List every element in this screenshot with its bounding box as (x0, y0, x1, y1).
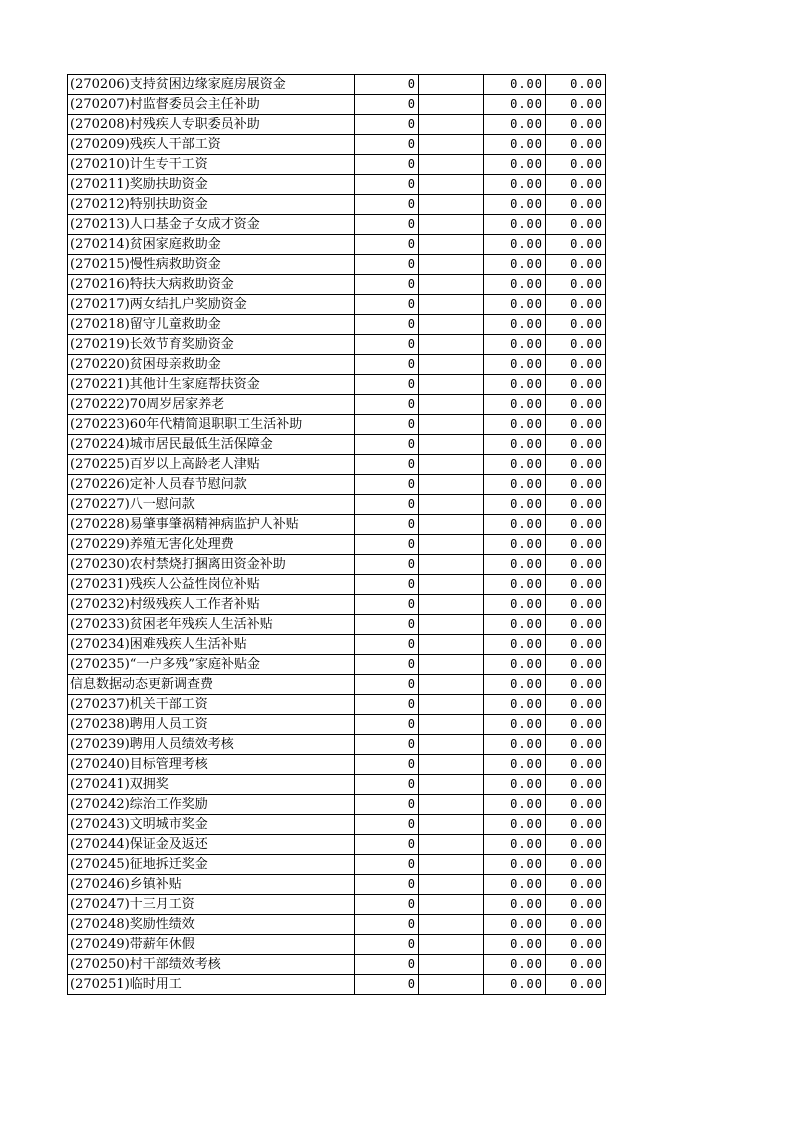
value-cell-1: 0 (355, 475, 419, 495)
table-row (68, 495, 606, 515)
value-cell-2 (419, 375, 484, 395)
value-cell-1: 0 (355, 615, 419, 635)
value-cell-2 (419, 275, 484, 295)
item-name-cell: (270220)贫困母亲救助金 (68, 355, 355, 375)
table-row (68, 775, 606, 795)
table-row (68, 215, 606, 235)
value-cell-4: 0.00 (546, 395, 606, 415)
table-row (68, 975, 606, 995)
value-cell-1: 0 (355, 575, 419, 595)
value-cell-4: 0.00 (546, 975, 606, 995)
value-cell-2 (419, 575, 484, 595)
value-cell-3: 0.00 (484, 515, 546, 535)
item-name-cell: (270228)易肇事肇祸精神病监护人补贴 (68, 515, 355, 535)
table-row (68, 275, 606, 295)
item-name-cell: (270223)60年代精简退职职工生活补助 (68, 415, 355, 435)
item-name-cell: (270219)长效节育奖励资金 (68, 335, 355, 355)
table-row (68, 695, 606, 715)
value-cell-4: 0.00 (546, 935, 606, 955)
item-name-cell: (270246)乡镇补贴 (68, 875, 355, 895)
table-row (68, 795, 606, 815)
item-name-cell: (270232)村级残疾人工作者补贴 (68, 595, 355, 615)
value-cell-3: 0.00 (484, 915, 546, 935)
value-cell-1: 0 (355, 455, 419, 475)
value-cell-4: 0.00 (546, 715, 606, 735)
value-cell-3: 0.00 (484, 275, 546, 295)
value-cell-1: 0 (355, 855, 419, 875)
value-cell-3: 0.00 (484, 415, 546, 435)
table-row (68, 855, 606, 875)
item-name-cell: (270207)村监督委员会主任补助 (68, 95, 355, 115)
table-row (68, 175, 606, 195)
value-cell-3: 0.00 (484, 295, 546, 315)
value-cell-4: 0.00 (546, 375, 606, 395)
item-name-cell: (270213)人口基金子女成才资金 (68, 215, 355, 235)
value-cell-3: 0.00 (484, 175, 546, 195)
value-cell-3: 0.00 (484, 695, 546, 715)
value-cell-3: 0.00 (484, 395, 546, 415)
value-cell-1: 0 (355, 355, 419, 375)
value-cell-4: 0.00 (546, 815, 606, 835)
budget-table (67, 74, 606, 995)
value-cell-1: 0 (355, 675, 419, 695)
table-row (68, 295, 606, 315)
value-cell-4: 0.00 (546, 655, 606, 675)
table-row (68, 535, 606, 555)
item-name-cell: (270229)养殖无害化处理费 (68, 535, 355, 555)
value-cell-1: 0 (355, 75, 419, 95)
value-cell-2 (419, 915, 484, 935)
value-cell-2 (419, 395, 484, 415)
item-name-cell: (270230)农村禁烧打捆离田资金补助 (68, 555, 355, 575)
table-row (68, 835, 606, 855)
value-cell-1: 0 (355, 895, 419, 915)
table-row (68, 375, 606, 395)
value-cell-4: 0.00 (546, 735, 606, 755)
value-cell-2 (419, 875, 484, 895)
item-name-cell: (270251)临时用工 (68, 975, 355, 995)
value-cell-2 (419, 135, 484, 155)
value-cell-2 (419, 815, 484, 835)
value-cell-1: 0 (355, 715, 419, 735)
table-row (68, 715, 606, 735)
value-cell-3: 0.00 (484, 955, 546, 975)
table-row (68, 935, 606, 955)
value-cell-2 (419, 335, 484, 355)
value-cell-1: 0 (355, 795, 419, 815)
item-name-cell: (270231)残疾人公益性岗位补贴 (68, 575, 355, 595)
value-cell-2 (419, 755, 484, 775)
table-row (68, 875, 606, 895)
value-cell-2 (419, 835, 484, 855)
value-cell-2 (419, 215, 484, 235)
table-row (68, 475, 606, 495)
item-name-cell: (270239)聘用人员绩效考核 (68, 735, 355, 755)
value-cell-2 (419, 155, 484, 175)
value-cell-4: 0.00 (546, 795, 606, 815)
value-cell-4: 0.00 (546, 135, 606, 155)
table-row (68, 455, 606, 475)
value-cell-1: 0 (355, 315, 419, 335)
value-cell-1: 0 (355, 535, 419, 555)
value-cell-2 (419, 935, 484, 955)
value-cell-4: 0.00 (546, 215, 606, 235)
value-cell-4: 0.00 (546, 575, 606, 595)
item-name-cell: (270227)八一慰问款 (68, 495, 355, 515)
value-cell-4: 0.00 (546, 475, 606, 495)
value-cell-3: 0.00 (484, 255, 546, 275)
value-cell-3: 0.00 (484, 315, 546, 335)
table-row (68, 155, 606, 175)
value-cell-4: 0.00 (546, 275, 606, 295)
value-cell-1: 0 (355, 155, 419, 175)
value-cell-4: 0.00 (546, 875, 606, 895)
item-name-cell: (270249)带薪年休假 (68, 935, 355, 955)
value-cell-2 (419, 75, 484, 95)
item-name-cell: (270217)两女结扎户奖励资金 (68, 295, 355, 315)
item-name-cell: (270238)聘用人员工资 (68, 715, 355, 735)
value-cell-4: 0.00 (546, 155, 606, 175)
value-cell-2 (419, 555, 484, 575)
value-cell-2 (419, 195, 484, 215)
value-cell-3: 0.00 (484, 635, 546, 655)
item-name-cell: (270234)困难残疾人生活补贴 (68, 635, 355, 655)
value-cell-3: 0.00 (484, 855, 546, 875)
value-cell-2 (419, 615, 484, 635)
table-row (68, 755, 606, 775)
table-row (68, 655, 606, 675)
value-cell-3: 0.00 (484, 95, 546, 115)
value-cell-1: 0 (355, 915, 419, 935)
value-cell-3: 0.00 (484, 975, 546, 995)
value-cell-2 (419, 255, 484, 275)
value-cell-3: 0.00 (484, 155, 546, 175)
item-name-cell: (270212)特别扶助资金 (68, 195, 355, 215)
value-cell-3: 0.00 (484, 595, 546, 615)
item-name-cell: (270250)村干部绩效考核 (68, 955, 355, 975)
item-name-cell: 信息数据动态更新调查费 (68, 675, 355, 695)
value-cell-4: 0.00 (546, 535, 606, 555)
item-name-cell: (270222)70周岁居家养老 (68, 395, 355, 415)
value-cell-4: 0.00 (546, 195, 606, 215)
table-row (68, 235, 606, 255)
value-cell-4: 0.00 (546, 515, 606, 535)
value-cell-2 (419, 775, 484, 795)
value-cell-2 (419, 535, 484, 555)
value-cell-1: 0 (355, 415, 419, 435)
value-cell-1: 0 (355, 395, 419, 415)
value-cell-4: 0.00 (546, 415, 606, 435)
item-name-cell: (270242)综治工作奖励 (68, 795, 355, 815)
value-cell-3: 0.00 (484, 475, 546, 495)
item-name-cell: (270244)保证金及返还 (68, 835, 355, 855)
value-cell-3: 0.00 (484, 615, 546, 635)
value-cell-1: 0 (355, 515, 419, 535)
value-cell-2 (419, 455, 484, 475)
table-row (68, 395, 606, 415)
value-cell-1: 0 (355, 335, 419, 355)
value-cell-4: 0.00 (546, 615, 606, 635)
value-cell-4: 0.00 (546, 315, 606, 335)
value-cell-4: 0.00 (546, 775, 606, 795)
value-cell-1: 0 (355, 255, 419, 275)
value-cell-1: 0 (355, 955, 419, 975)
value-cell-1: 0 (355, 135, 419, 155)
table-row (68, 635, 606, 655)
table-row (68, 335, 606, 355)
value-cell-1: 0 (355, 95, 419, 115)
value-cell-2 (419, 415, 484, 435)
value-cell-2 (419, 495, 484, 515)
table-row (68, 615, 606, 635)
value-cell-3: 0.00 (484, 535, 546, 555)
value-cell-1: 0 (355, 555, 419, 575)
budget-table-body (68, 75, 606, 995)
value-cell-4: 0.00 (546, 435, 606, 455)
item-name-cell: (270208)村残疾人专职委员补助 (68, 115, 355, 135)
value-cell-2 (419, 635, 484, 655)
value-cell-3: 0.00 (484, 135, 546, 155)
value-cell-1: 0 (355, 215, 419, 235)
value-cell-2 (419, 895, 484, 915)
value-cell-2 (419, 675, 484, 695)
value-cell-1: 0 (355, 935, 419, 955)
item-name-cell: (270210)计生专干工资 (68, 155, 355, 175)
table-row (68, 135, 606, 155)
item-name-cell: (270218)留守儿童救助金 (68, 315, 355, 335)
item-name-cell: (270235)“一户多残”家庭补贴金 (68, 655, 355, 675)
value-cell-2 (419, 595, 484, 615)
value-cell-4: 0.00 (546, 75, 606, 95)
value-cell-3: 0.00 (484, 75, 546, 95)
value-cell-2 (419, 695, 484, 715)
item-name-cell: (270237)机关干部工资 (68, 695, 355, 715)
value-cell-3: 0.00 (484, 115, 546, 135)
value-cell-3: 0.00 (484, 575, 546, 595)
value-cell-1: 0 (355, 815, 419, 835)
value-cell-4: 0.00 (546, 495, 606, 515)
value-cell-4: 0.00 (546, 335, 606, 355)
value-cell-2 (419, 175, 484, 195)
value-cell-2 (419, 95, 484, 115)
table-row (68, 575, 606, 595)
value-cell-4: 0.00 (546, 115, 606, 135)
value-cell-1: 0 (355, 695, 419, 715)
item-name-cell: (270209)残疾人干部工资 (68, 135, 355, 155)
value-cell-3: 0.00 (484, 935, 546, 955)
value-cell-4: 0.00 (546, 295, 606, 315)
value-cell-3: 0.00 (484, 755, 546, 775)
table-row (68, 515, 606, 535)
item-name-cell: (270245)征地拆迁奖金 (68, 855, 355, 875)
table-row (68, 895, 606, 915)
value-cell-2 (419, 235, 484, 255)
value-cell-4: 0.00 (546, 355, 606, 375)
value-cell-2 (419, 115, 484, 135)
value-cell-1: 0 (355, 235, 419, 255)
value-cell-4: 0.00 (546, 175, 606, 195)
value-cell-3: 0.00 (484, 355, 546, 375)
value-cell-2 (419, 435, 484, 455)
value-cell-3: 0.00 (484, 375, 546, 395)
value-cell-1: 0 (355, 175, 419, 195)
value-cell-3: 0.00 (484, 655, 546, 675)
table-row (68, 955, 606, 975)
table-row (68, 815, 606, 835)
value-cell-1: 0 (355, 975, 419, 995)
item-name-cell: (270248)奖励性绩效 (68, 915, 355, 935)
value-cell-4: 0.00 (546, 835, 606, 855)
value-cell-4: 0.00 (546, 675, 606, 695)
value-cell-1: 0 (355, 875, 419, 895)
value-cell-3: 0.00 (484, 495, 546, 515)
table-row (68, 415, 606, 435)
value-cell-1: 0 (355, 655, 419, 675)
value-cell-3: 0.00 (484, 715, 546, 735)
table-row (68, 555, 606, 575)
item-name-cell: (270215)慢性病救助资金 (68, 255, 355, 275)
value-cell-4: 0.00 (546, 555, 606, 575)
value-cell-1: 0 (355, 775, 419, 795)
value-cell-3: 0.00 (484, 895, 546, 915)
value-cell-1: 0 (355, 635, 419, 655)
value-cell-4: 0.00 (546, 235, 606, 255)
table-row (68, 255, 606, 275)
value-cell-2 (419, 475, 484, 495)
table-row (68, 195, 606, 215)
table-row (68, 595, 606, 615)
value-cell-2 (419, 715, 484, 735)
value-cell-3: 0.00 (484, 335, 546, 355)
value-cell-2 (419, 955, 484, 975)
table-row (68, 675, 606, 695)
value-cell-4: 0.00 (546, 695, 606, 715)
value-cell-4: 0.00 (546, 95, 606, 115)
item-name-cell: (270224)城市居民最低生活保障金 (68, 435, 355, 455)
value-cell-3: 0.00 (484, 875, 546, 895)
value-cell-1: 0 (355, 195, 419, 215)
value-cell-3: 0.00 (484, 795, 546, 815)
value-cell-3: 0.00 (484, 195, 546, 215)
item-name-cell: (270211)奖励扶助资金 (68, 175, 355, 195)
value-cell-4: 0.00 (546, 595, 606, 615)
value-cell-3: 0.00 (484, 835, 546, 855)
item-name-cell: (270247)十三月工资 (68, 895, 355, 915)
item-name-cell: (270216)特扶大病救助资金 (68, 275, 355, 295)
value-cell-3: 0.00 (484, 235, 546, 255)
value-cell-2 (419, 655, 484, 675)
value-cell-3: 0.00 (484, 815, 546, 835)
value-cell-4: 0.00 (546, 915, 606, 935)
table-row (68, 915, 606, 935)
value-cell-3: 0.00 (484, 555, 546, 575)
value-cell-3: 0.00 (484, 675, 546, 695)
value-cell-2 (419, 315, 484, 335)
value-cell-4: 0.00 (546, 855, 606, 875)
item-name-cell: (270225)百岁以上高龄老人津贴 (68, 455, 355, 475)
value-cell-1: 0 (355, 755, 419, 775)
table-row (68, 315, 606, 335)
item-name-cell: (270243)文明城市奖金 (68, 815, 355, 835)
value-cell-3: 0.00 (484, 215, 546, 235)
value-cell-1: 0 (355, 835, 419, 855)
table-row (68, 435, 606, 455)
value-cell-2 (419, 295, 484, 315)
value-cell-3: 0.00 (484, 735, 546, 755)
value-cell-4: 0.00 (546, 455, 606, 475)
table-row (68, 95, 606, 115)
item-name-cell: (270221)其他计生家庭帮扶资金 (68, 375, 355, 395)
value-cell-1: 0 (355, 115, 419, 135)
value-cell-1: 0 (355, 495, 419, 515)
value-cell-2 (419, 515, 484, 535)
value-cell-4: 0.00 (546, 755, 606, 775)
value-cell-1: 0 (355, 275, 419, 295)
value-cell-3: 0.00 (484, 435, 546, 455)
item-name-cell: (270226)定补人员春节慰问款 (68, 475, 355, 495)
item-name-cell: (270206)支持贫困边缘家庭房展资金 (68, 75, 355, 95)
value-cell-1: 0 (355, 295, 419, 315)
value-cell-2 (419, 355, 484, 375)
value-cell-4: 0.00 (546, 955, 606, 975)
value-cell-1: 0 (355, 735, 419, 755)
table-row (68, 355, 606, 375)
value-cell-2 (419, 975, 484, 995)
value-cell-2 (419, 795, 484, 815)
item-name-cell: (270233)贫困老年残疾人生活补贴 (68, 615, 355, 635)
table-row (68, 75, 606, 95)
value-cell-4: 0.00 (546, 895, 606, 915)
table-row (68, 115, 606, 135)
value-cell-4: 0.00 (546, 255, 606, 275)
item-name-cell: (270241)双拥奖 (68, 775, 355, 795)
value-cell-2 (419, 735, 484, 755)
table-row (68, 735, 606, 755)
value-cell-1: 0 (355, 375, 419, 395)
value-cell-1: 0 (355, 595, 419, 615)
item-name-cell: (270214)贫困家庭救助金 (68, 235, 355, 255)
value-cell-2 (419, 855, 484, 875)
value-cell-3: 0.00 (484, 775, 546, 795)
item-name-cell: (270240)目标管理考核 (68, 755, 355, 775)
value-cell-1: 0 (355, 435, 419, 455)
value-cell-4: 0.00 (546, 635, 606, 655)
value-cell-3: 0.00 (484, 455, 546, 475)
